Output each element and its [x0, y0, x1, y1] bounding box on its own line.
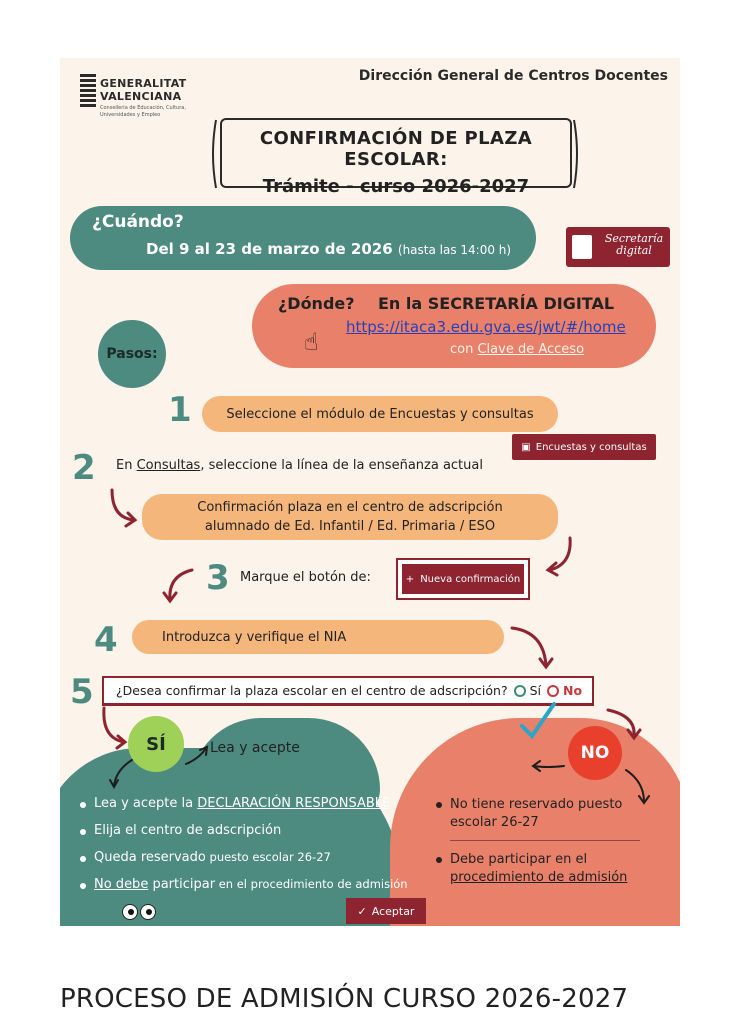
nueva-confirmacion-label: Nueva confirmación: [420, 573, 521, 585]
yes-item-3-text: Queda reservado: [94, 850, 206, 865]
logo-text-line2: VALENCIANA: [100, 90, 182, 103]
yes-item-3-small: puesto escolar 26-27: [205, 850, 331, 864]
logo-subtitle: Conselleria de Educación, Cultura, Universidades y Empleo: [100, 105, 186, 118]
step-3-text: Marque el botón de:: [240, 570, 371, 585]
no-item-2-text: Debe participar en el: [450, 852, 588, 867]
clipboard-icon: ▣: [521, 441, 531, 453]
infographic-poster: [60, 58, 680, 926]
accept-label: Aceptar: [371, 904, 415, 918]
radio-no-label: No: [563, 683, 583, 698]
yes-item-4-text: participar: [148, 877, 216, 892]
step-2-prefix: En: [116, 458, 133, 473]
step-4-number: 4: [94, 620, 118, 660]
no-debe-text: No debe: [94, 877, 149, 892]
confirm-question: ¿Desea confirmar la plaza escolar en el centro de adscripción?: [116, 683, 508, 698]
option-line-2: alumnado de Ed. Infantil / Ed. Primaria / ESO: [204, 519, 496, 534]
access-prefix: con: [450, 342, 474, 357]
when-question: ¿Cuándo?: [92, 212, 184, 232]
step-5-number: 5: [70, 672, 94, 712]
logo-text-line1: GENERALITAT: [100, 77, 187, 90]
when-dates: Del 9 al 23 de marzo de 2026: [146, 240, 393, 258]
clave-acceso-link[interactable]: Clave de Acceso: [477, 342, 585, 357]
secretaria-digital-label: Secretaría digital: [604, 232, 664, 257]
steps-label: Pasos:: [98, 320, 166, 388]
footer-caption: PROCESO DE ADMISIÓN CURSO 2026-2027: [60, 984, 629, 1014]
yes-item-2-text: Elija el centro de adscripción: [94, 823, 282, 838]
flow-arrows: [60, 58, 680, 926]
step-3-number: 3: [206, 558, 230, 598]
plus-icon: +: [405, 573, 415, 585]
when-time: (hasta las 14:00 h): [397, 243, 512, 257]
radio-yes-label: Sí: [529, 683, 541, 698]
checkmark-icon: [522, 704, 554, 736]
option-line-1: Confirmación plaza en el centro de adscripción: [197, 500, 503, 515]
encuestas-consultas-label: Encuestas y consultas: [535, 441, 647, 453]
department-title: Dirección General de Centros Docentes: [358, 68, 668, 84]
page-title: CONFIRMACIÓN DE PLAZA ESCOLAR:: [259, 128, 533, 170]
pointing-hand-icon: ☝: [304, 328, 319, 356]
where-place: En la SECRETARÍA DIGITAL: [378, 294, 615, 313]
step-1-text: Seleccione el módulo de Encuestas y consultas: [202, 396, 558, 432]
no-item-1: No tiene reservado puesto escolar 26-27: [432, 796, 642, 832]
check-icon: ✓: [357, 904, 367, 918]
consultas-link[interactable]: Consultas: [136, 458, 201, 473]
step-1-number: 1: [168, 390, 192, 430]
procedimiento-admision-link[interactable]: procedimiento de admisión: [450, 870, 628, 885]
page-subtitle: Trámite - curso 2026-2027: [262, 176, 530, 197]
where-question: ¿Dónde?: [278, 294, 355, 313]
yes-item-4-small: en el procedimiento de admisión: [215, 877, 408, 891]
secretaria-link[interactable]: https://itaca3.edu.gva.es/jwt/#/home: [346, 318, 626, 336]
yes-caption: Lea y acepte: [210, 740, 300, 756]
step-2-suffix: , seleccione la línea de la enseñanza actual: [200, 458, 483, 473]
yes-badge: SÍ: [128, 716, 184, 772]
no-badge: NO: [568, 726, 622, 780]
step-2-number: 2: [72, 448, 96, 488]
declaracion-responsable-link[interactable]: DECLARACIÓN RESPONSABLE: [197, 796, 391, 811]
step-4-text: Introduzca y verifique el NIA: [132, 620, 504, 654]
yes-item-1-text: Lea y acepte la: [94, 796, 198, 811]
